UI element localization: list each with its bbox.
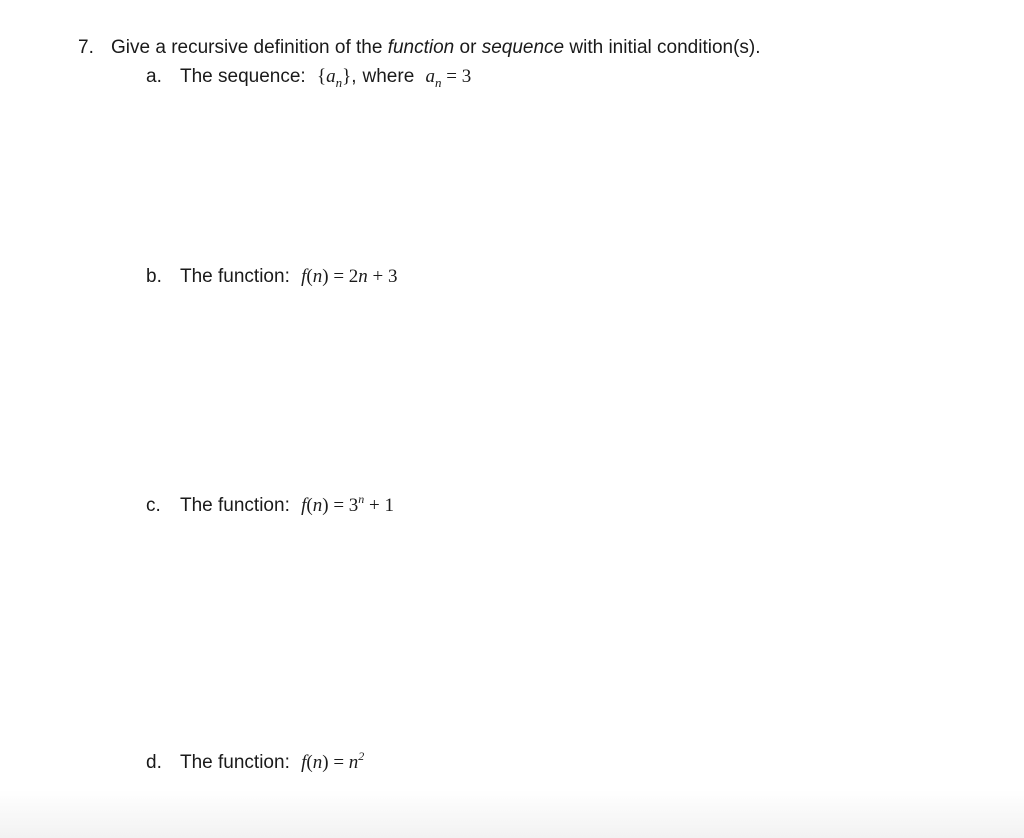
item-label: a. [146, 66, 162, 87]
math-var: a [326, 66, 336, 87]
paren-open: ( [306, 752, 313, 773]
question-middle: or [454, 37, 482, 58]
func-arg: n [312, 495, 323, 516]
item-b [146, 265, 398, 289]
item-label: c. [146, 495, 161, 516]
brace-close: } [342, 66, 352, 87]
eq-coef: = 2 [333, 266, 359, 287]
func-name: f [301, 752, 307, 773]
paren-open: ( [306, 266, 313, 287]
where-text: where [362, 66, 415, 87]
def-sub: n [435, 75, 442, 90]
var-n: n [358, 266, 368, 287]
page-bottom-shade [0, 790, 1024, 838]
item-text: The function: [180, 752, 290, 773]
question-suffix: with initial condition(s). [564, 37, 761, 58]
item-text: The function: [180, 495, 290, 516]
func-arg: n [312, 266, 323, 287]
eq-sign: = [333, 752, 345, 773]
item-math [301, 492, 394, 516]
question-number [78, 36, 94, 60]
def-var: a [425, 66, 436, 87]
item-text: The sequence: [180, 66, 306, 87]
paren-close: ) [322, 752, 329, 773]
rest: + 3 [372, 266, 398, 287]
item-a [146, 65, 471, 90]
item-label: d. [146, 752, 162, 773]
item-def [425, 66, 472, 90]
func-name: f [301, 495, 307, 516]
exponent: 2 [358, 749, 365, 763]
question-emph-function: function [387, 37, 455, 58]
item-label: b. [146, 266, 162, 287]
question-prefix: Give a recursive definition of the [111, 37, 388, 58]
var-n: n [348, 752, 359, 773]
paren-close: ) [322, 266, 329, 287]
math-sub: n [335, 75, 343, 90]
item-text: The function: [180, 266, 290, 287]
exponent: n [358, 492, 365, 506]
question-emph-sequence: sequence [481, 37, 565, 58]
item-d [146, 751, 364, 776]
func-name: f [301, 266, 307, 287]
paren-open: ( [306, 495, 313, 516]
comma: , [351, 66, 357, 87]
question-number-text: 7. [78, 37, 94, 58]
def-rhs: = 3 [446, 66, 472, 87]
item-math [316, 66, 352, 90]
paren-close: ) [322, 495, 329, 516]
brace-open: { [316, 66, 327, 87]
item-math [301, 266, 397, 287]
item-math [301, 749, 365, 773]
question-text [111, 36, 761, 60]
func-arg: n [312, 752, 323, 773]
item-c [146, 494, 394, 519]
eq-base: = 3 [333, 495, 359, 516]
rest: + 1 [369, 495, 394, 516]
